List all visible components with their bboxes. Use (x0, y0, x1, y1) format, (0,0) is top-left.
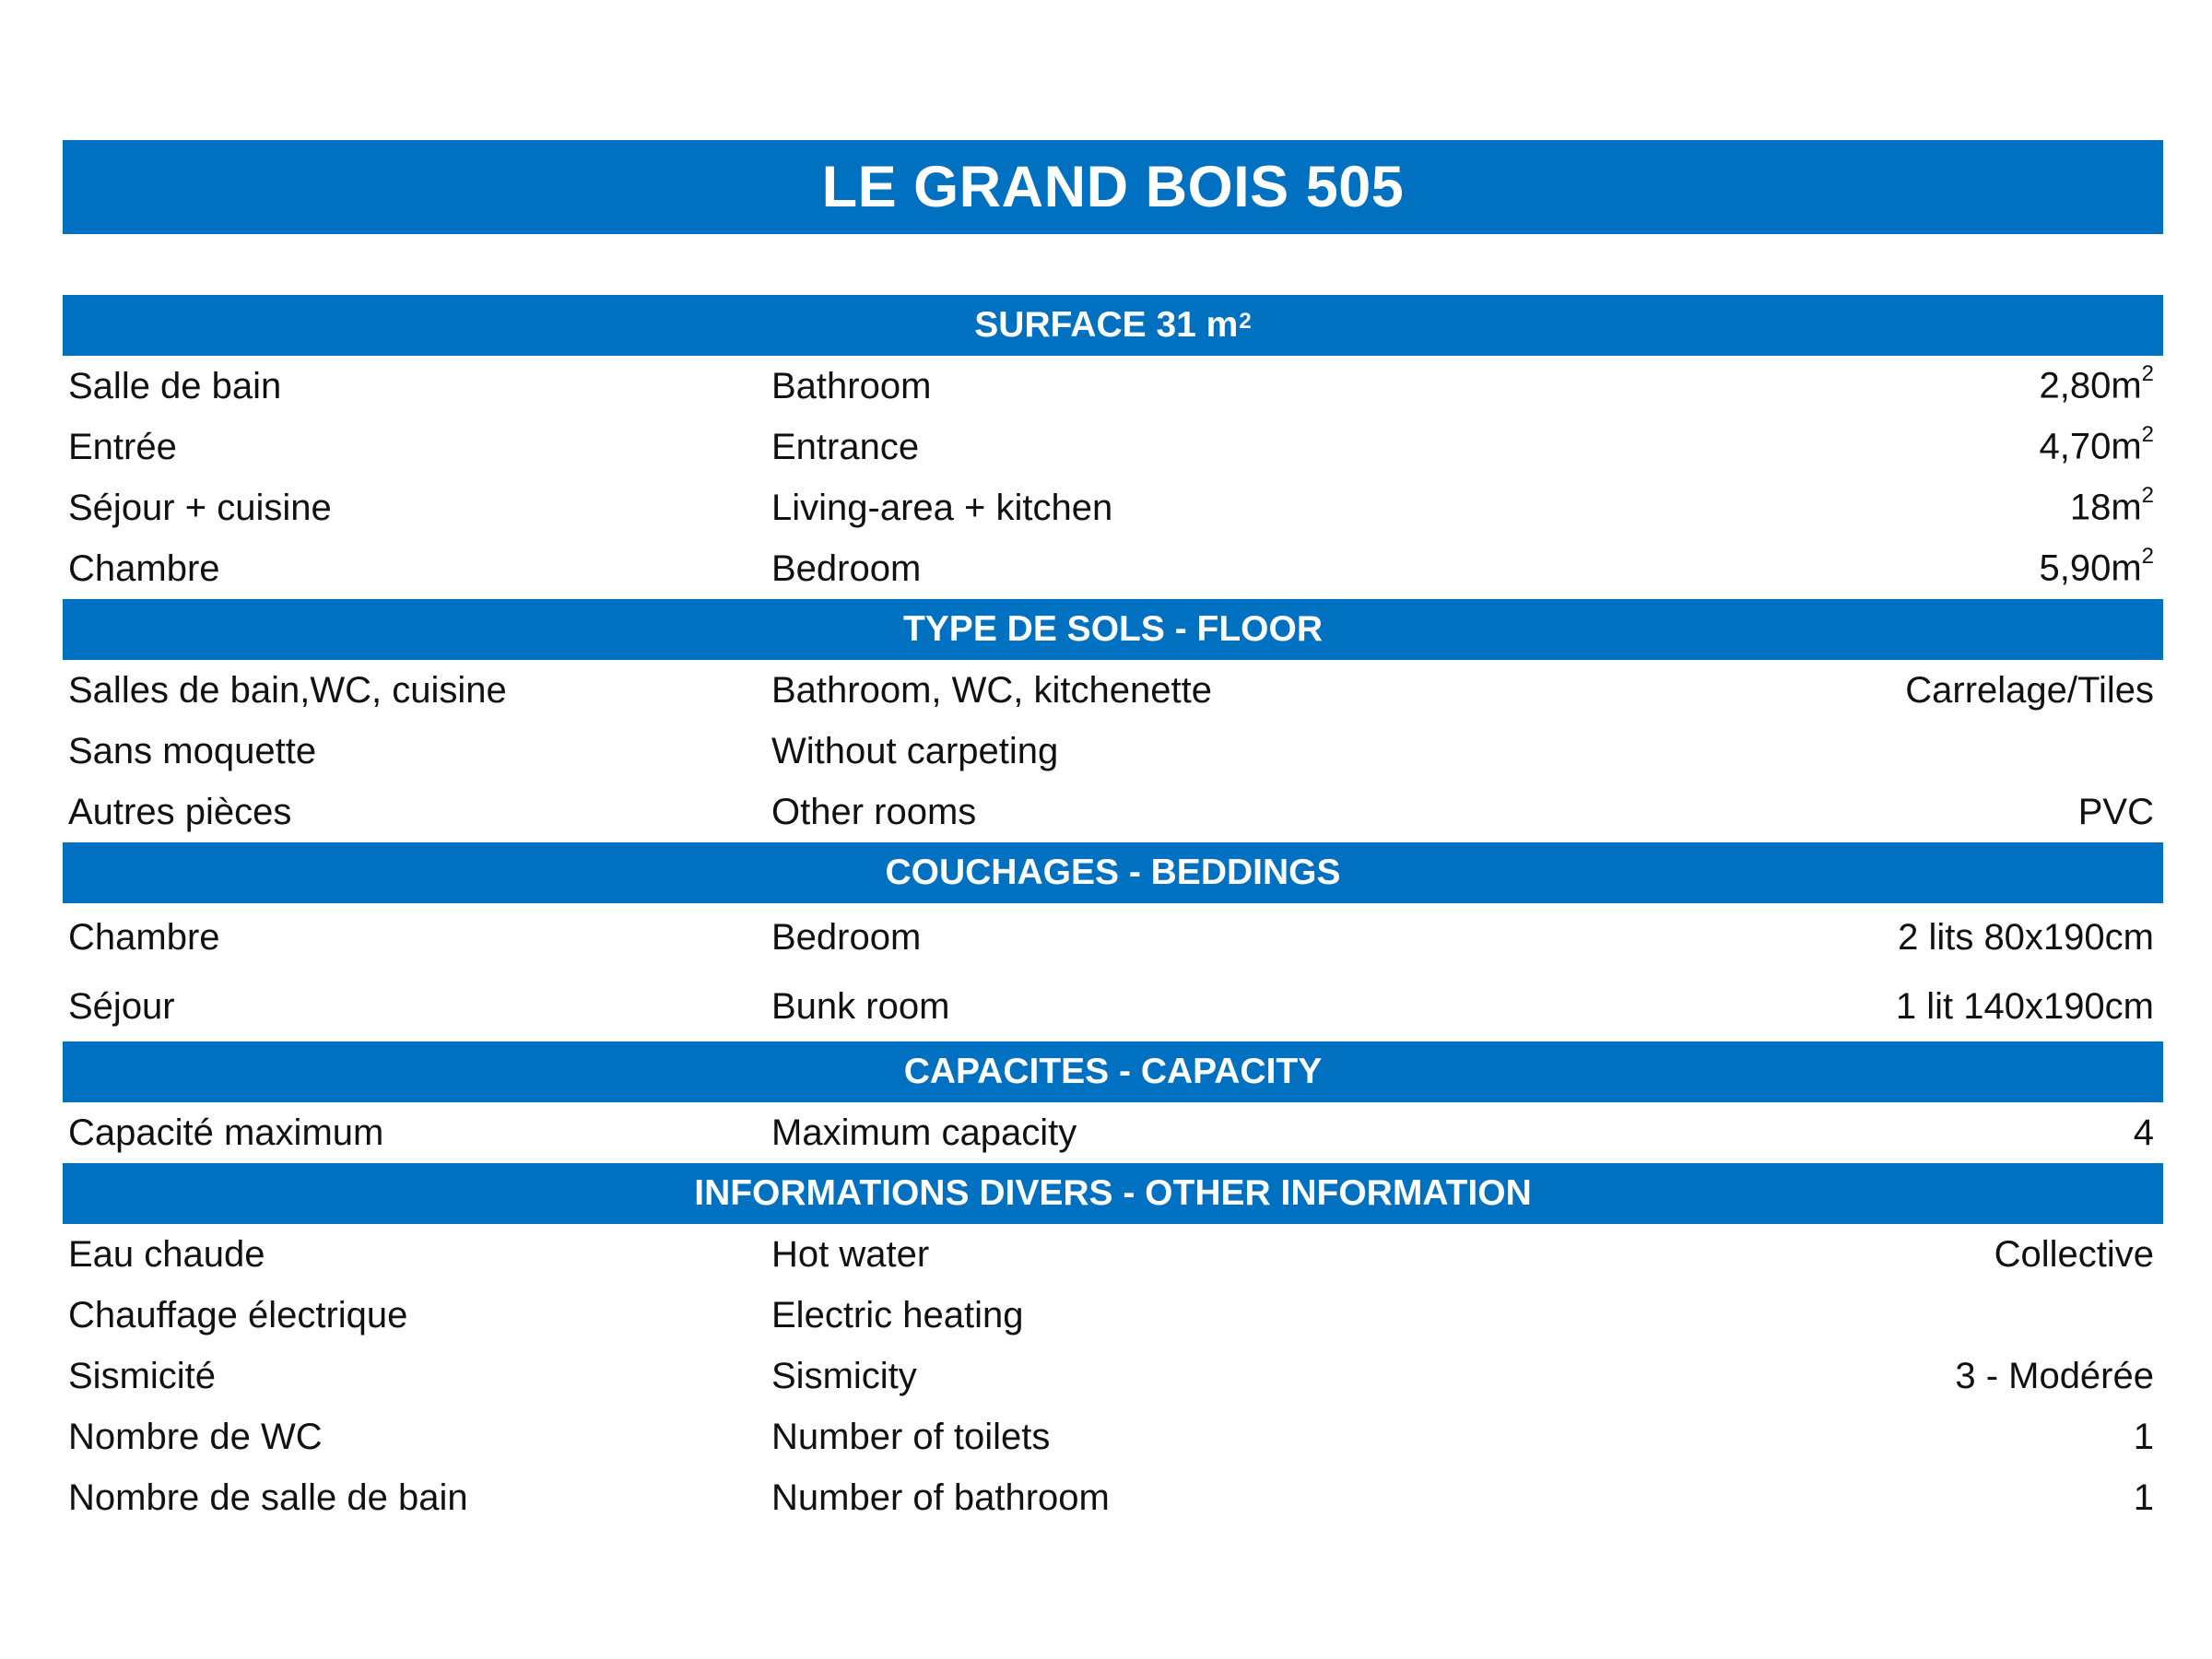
row-label-en: Maximum capacity (771, 1112, 1077, 1153)
spec-sheet (63, 140, 2163, 1528)
row-label-fr: Capacité maximum (68, 1112, 384, 1153)
row-value: 1 lit 140x190cm (1895, 986, 2154, 1027)
row-label-en: Other rooms (771, 791, 977, 832)
table-row-other-heating (63, 1285, 2163, 1346)
page-title: LE GRAND BOIS 505 (63, 140, 2163, 234)
row-value-sup: 2 (2141, 544, 2154, 570)
row-value (2039, 361, 2163, 406)
row-value-text: 5,90m (2039, 547, 2142, 589)
row-value: 1 (2133, 1416, 2154, 1457)
row-value: 4 (2133, 1112, 2154, 1153)
row-value-text: 2,80m (2039, 365, 2142, 406)
row-value: Carrelage/Tiles (1905, 669, 2154, 711)
row-value (2039, 422, 2163, 467)
row-label-fr: Chambre (68, 917, 220, 958)
row-value: PVC (2077, 791, 2154, 832)
section-header-surface-sup: 2 (1239, 309, 1252, 334)
row-label-en: Bedroom (771, 547, 922, 589)
row-label-fr: Eau chaude (68, 1233, 265, 1275)
row-value: 2 lits 80x190cm (1898, 917, 2154, 958)
row-value: 3 - Modérée (1955, 1355, 2154, 1396)
row-label-en: Bedroom (771, 917, 922, 958)
row-label-en: Sismicity (771, 1355, 917, 1396)
row-value-sup: 2 (2141, 361, 2154, 387)
row-label-en: Electric heating (771, 1294, 1024, 1335)
section-header-other: INFORMATIONS DIVERS - OTHER INFORMATION (63, 1163, 2163, 1224)
table-row-floor-carpeting (63, 721, 2163, 782)
row-label-fr: Séjour (68, 986, 175, 1027)
row-label-fr: Nombre de WC (68, 1416, 323, 1457)
row-label-en: Bathroom (771, 365, 932, 406)
table-row-beddings-living (63, 972, 2163, 1041)
table-row-other-sismicity (63, 1346, 2163, 1406)
table-row-surface-bedroom (63, 538, 2163, 599)
table-row-beddings-bedroom (63, 903, 2163, 972)
section-header-capacity: CAPACITES - CAPACITY (63, 1041, 2163, 1102)
row-value (2069, 483, 2163, 528)
row-label-fr: Autres pièces (68, 791, 292, 832)
row-label-fr: Sans moquette (68, 730, 317, 771)
row-value: Collective (1994, 1233, 2154, 1275)
row-label-fr: Nombre de salle de bain (68, 1477, 468, 1518)
section-header-surface-label: SURFACE 31 m (974, 305, 1239, 345)
row-value: 1 (2133, 1477, 2154, 1518)
table-row-floor-wet-rooms (63, 660, 2163, 721)
section-header-floor: TYPE DE SOLS - FLOOR (63, 599, 2163, 660)
table-row-other-hot-water (63, 1224, 2163, 1285)
table-row-surface-entrance (63, 417, 2163, 477)
table-row-capacity-max (63, 1102, 2163, 1163)
row-value-text: 4,70m (2039, 426, 2142, 467)
row-label-en: Hot water (771, 1233, 930, 1275)
row-label-en: Living-area + kitchen (771, 487, 1113, 528)
table-row-floor-other-rooms (63, 782, 2163, 842)
row-label-en: Bathroom, WC, kitchenette (771, 669, 1212, 711)
section-header-beddings: COUCHAGES - BEDDINGS (63, 842, 2163, 903)
row-label-en: Without carpeting (771, 730, 1059, 771)
table-row-other-toilets (63, 1406, 2163, 1467)
row-value-text: 18m (2069, 487, 2142, 528)
row-label-en: Number of toilets (771, 1416, 1051, 1457)
row-label-fr: Séjour + cuisine (68, 487, 332, 528)
row-label-fr: Entrée (68, 426, 177, 467)
table-row-surface-living (63, 477, 2163, 538)
row-label-fr: Salles de bain,WC, cuisine (68, 669, 507, 711)
row-value (2039, 544, 2163, 589)
row-label-en: Bunk room (771, 986, 950, 1027)
title-spacer (63, 234, 2163, 295)
row-label-fr: Salle de bain (68, 365, 282, 406)
row-label-fr: Chauffage électrique (68, 1294, 408, 1335)
row-label-en: Number of bathroom (771, 1477, 1110, 1518)
row-value-sup: 2 (2141, 422, 2154, 448)
row-label-en: Entrance (771, 426, 920, 467)
row-label-fr: Sismicité (68, 1355, 217, 1396)
table-row-surface-bathroom (63, 356, 2163, 417)
row-value-sup: 2 (2141, 483, 2154, 509)
row-label-fr: Chambre (68, 547, 220, 589)
table-row-other-bathrooms (63, 1467, 2163, 1528)
section-header-surface (63, 295, 2163, 356)
